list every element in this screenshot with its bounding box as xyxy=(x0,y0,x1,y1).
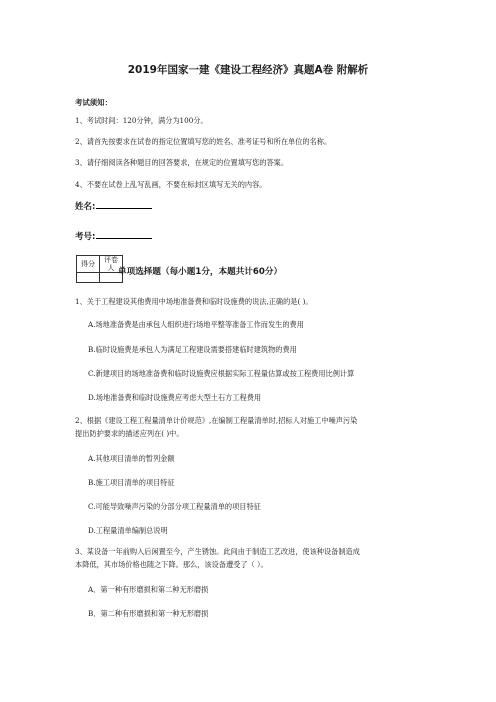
question-1-option-d[interactable]: D.场地准备费和临时设施费应考虑大型土石方工程费用 xyxy=(88,393,262,402)
question-3-stem: 3、某设备一年前购入后闲置至今，产生锈蚀。此间由于制造工艺改进，使该种设备制造成 xyxy=(75,547,360,556)
question-2-stem: 2、根据《建设工程工程量清单计价规范》,在编制工程量清单时,招标人对施工中噪声污染 xyxy=(75,416,358,425)
notice-item: 2、请首先按要求在试卷的指定位置填写您的姓名、准考证号和所在单位的名称。 xyxy=(75,137,332,146)
name-field[interactable] xyxy=(75,200,152,212)
name-label: 姓名: xyxy=(75,202,96,212)
exam-id-label: 考号: xyxy=(75,232,96,242)
question-1-stem: 1、关于工程建设其他费用中场地准备费和临时设施费的说法,正确的是( )。 xyxy=(75,297,313,306)
question-2-option-a[interactable]: A.其他项目清单的暂列金额 xyxy=(88,454,175,463)
score-header: 得分 xyxy=(77,256,100,273)
question-1-option-c[interactable]: C.新建项目的场地准备费和临时设施费应根据实际工程量估算或按工程费用比例计算 xyxy=(88,369,355,378)
question-3-stem-cont: 本降低，其市场价格也随之下降。那么，该设备遭受了（ ）。 xyxy=(75,560,268,569)
notice-heading: 考试须知： xyxy=(75,98,112,107)
document-title: 2019年国家一建《建设工程经济》真题A卷 附解析 xyxy=(127,64,369,76)
notice-item: 1、考试时间：120分钟，满分为100分。 xyxy=(75,116,208,125)
exam-id-underline[interactable] xyxy=(96,230,152,239)
score-cell[interactable] xyxy=(77,273,100,283)
question-1-option-a[interactable]: A.场地准备费是由承包人组织进行场地平整等准备工作而发生的费用 xyxy=(88,320,304,329)
score-table xyxy=(76,255,123,283)
exam-id-field[interactable] xyxy=(75,230,152,242)
question-2-option-b[interactable]: B.施工项目清单的项目特征 xyxy=(88,478,175,487)
section-heading: 单项选择题（每小题1分，本题共计60分） xyxy=(118,267,283,277)
name-underline[interactable] xyxy=(96,200,152,209)
question-2-option-c[interactable]: C.可能导致噪声污染的分部分项工程量清单的项目特征 xyxy=(88,502,261,511)
notice-item: 4、不要在试卷上乱写乱画，不要在标封区填写无关的内容。 xyxy=(75,180,267,189)
question-3-option-b[interactable]: B．第二种有形磨损和第一种无形磨损 xyxy=(88,609,209,618)
grader-header: 评卷人 xyxy=(100,256,123,273)
question-1-option-b[interactable]: B.临时设施费是承包人为满足工程建设需要搭建临时建筑物的费用 xyxy=(88,345,297,354)
question-3-option-a[interactable]: A．第一种有形磨损和第二种无形磨损 xyxy=(88,585,209,594)
question-2-option-d[interactable]: D.工程量清单编制总说明 xyxy=(88,526,168,535)
notice-item: 3、请仔细阅读各种题目的回答要求，在规定的位置填写您的答案。 xyxy=(75,158,289,167)
question-2-stem-cont: 提出防护要求的描述应列在( )中。 xyxy=(75,429,184,438)
